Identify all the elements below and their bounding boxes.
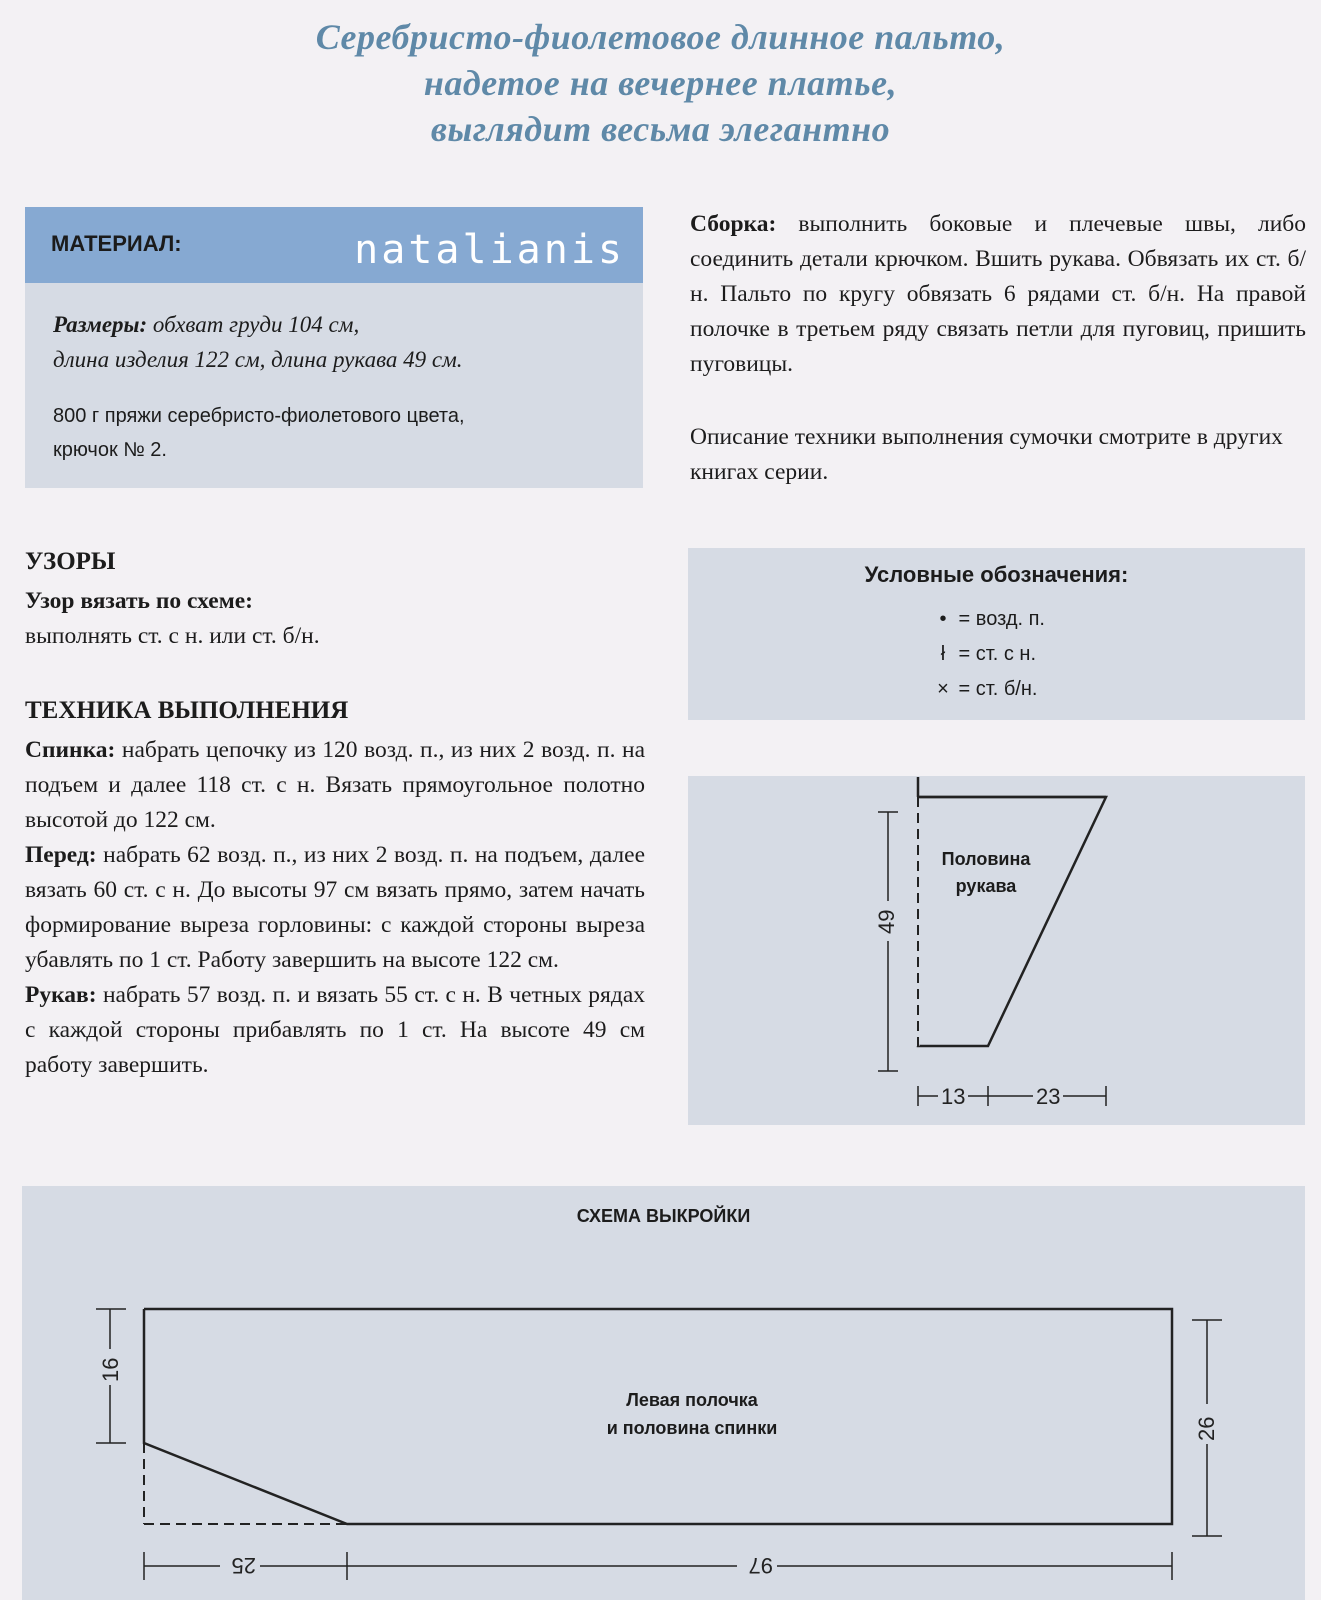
sleeve-diagram (688, 776, 1305, 1125)
title-line-3: выглядит весьма элегантно (430, 109, 891, 149)
material-box (25, 207, 643, 488)
bottom-left-label: 25 (231, 1553, 256, 1578)
pattern-title: СХЕМА ВЫКРОЙКИ (576, 1206, 751, 1226)
legend-item (933, 678, 1037, 701)
sleeve-bottom-left-label: 13 (941, 1084, 966, 1109)
legend-item-text: = ст. б/н. (953, 678, 1038, 700)
material-label: МАТЕРИАЛ: (51, 231, 182, 256)
watermark: natalianis (354, 227, 625, 273)
legend-item (933, 608, 1045, 631)
assembly-text: выполнить боковые и плечевые швы, либо соединить детали крючком. Вшить рукава. Обвязать их ст. б/н. Пальто по кругу обвязать 6 рядами ст. б/н. На правой полочке в третьем ряду связать петли для пуговиц, пришить пуговицы. (690, 211, 1306, 377)
material-header (25, 207, 643, 283)
patterns-text: выполнять ст. с н. или ст. б/н. (25, 623, 320, 649)
technique-text (25, 733, 645, 1083)
sizes-label: Размеры: (53, 312, 148, 337)
panel-label-line-1: Левая полочка (626, 1390, 758, 1410)
back-text: набрать цепочку из 120 возд. п., из них 2 возд. п. на подъем и далее 118 ст. с н. Вязать прямоугольное полотно высотой до 122 см. (25, 737, 645, 833)
page-title (0, 14, 1321, 152)
sleeve-label-line-2: рукава (955, 876, 1017, 896)
double-crochet-icon: ł (940, 643, 946, 665)
sizes-line-1: обхват груди 104 см, (147, 312, 360, 337)
single-crochet-icon: × (937, 678, 949, 700)
sleeve-outline (918, 777, 1106, 1046)
sleeve-text: набрать 57 возд. п. и вязать 55 ст. с н. В четных рядах с каждой стороны прибавлять по 1 ст. На высоте 49 см работу завершить. (25, 982, 645, 1078)
technique-heading: ТЕХНИКА ВЫПОЛНЕНИЯ (25, 697, 349, 724)
title-line-1: Серебристо-фиолетовое длинное пальто, (315, 17, 1006, 57)
yarn-line-1: 800 г пряжи серебристо-фиолетового цвета, (53, 405, 465, 427)
front-label: Перед: (25, 842, 97, 868)
yarn-line-2: крючок № 2. (53, 439, 167, 461)
yarn-text (53, 399, 613, 467)
legend-item-text: = возд. п. (953, 608, 1045, 630)
sizes-line-2: длина изделия 122 см, длина рукава 49 см. (53, 347, 463, 372)
sleeve-label-line-1: Половина (941, 849, 1031, 869)
sleeve-label (916, 846, 1056, 900)
front-text: набрать 62 возд. п., из них 2 возд. п. на подъем, далее вязать 60 ст. с н. До высоты 97 см вязать прямо, затем начать формирование выреза горловины: с каждой стороны выреза убавлять по 1 ст. Работу завершить на высоте 122 см. (25, 842, 645, 973)
bag-note: Описание техники выполнения сумочки смотрите в других книгах серии. (690, 424, 1283, 485)
left-height-label: 16 (98, 1357, 123, 1382)
sleeve-diagram-svg (688, 776, 1305, 1125)
patterns-heading: УЗОРЫ (25, 548, 116, 575)
sleeve-label: Рукав: (25, 982, 97, 1008)
legend-item (933, 643, 1036, 666)
back-label: Спинка: (25, 737, 116, 763)
sizes-text (53, 307, 613, 377)
pattern-diagram (22, 1186, 1305, 1600)
right-height-label: 26 (1194, 1416, 1219, 1441)
legend-box (688, 548, 1305, 720)
title-line-2: надетое на вечернее платье, (423, 63, 898, 103)
sleeve-bottom-right-label: 23 (1036, 1084, 1061, 1109)
panel-label-line-2: и половина спинки (606, 1418, 778, 1438)
sleeve-height-label: 49 (874, 909, 899, 934)
patterns-subheading: Узор вязать по схеме: (25, 588, 253, 614)
legend-title: Условные обозначения: (864, 562, 1129, 587)
assembly-paragraph (690, 207, 1306, 382)
assembly-label: Сборка: (690, 211, 777, 237)
legend-item-text: = ст. с н. (953, 643, 1037, 665)
panel-label (542, 1386, 842, 1442)
bottom-right-label: 97 (748, 1553, 773, 1578)
chain-stitch-icon: • (939, 608, 947, 630)
